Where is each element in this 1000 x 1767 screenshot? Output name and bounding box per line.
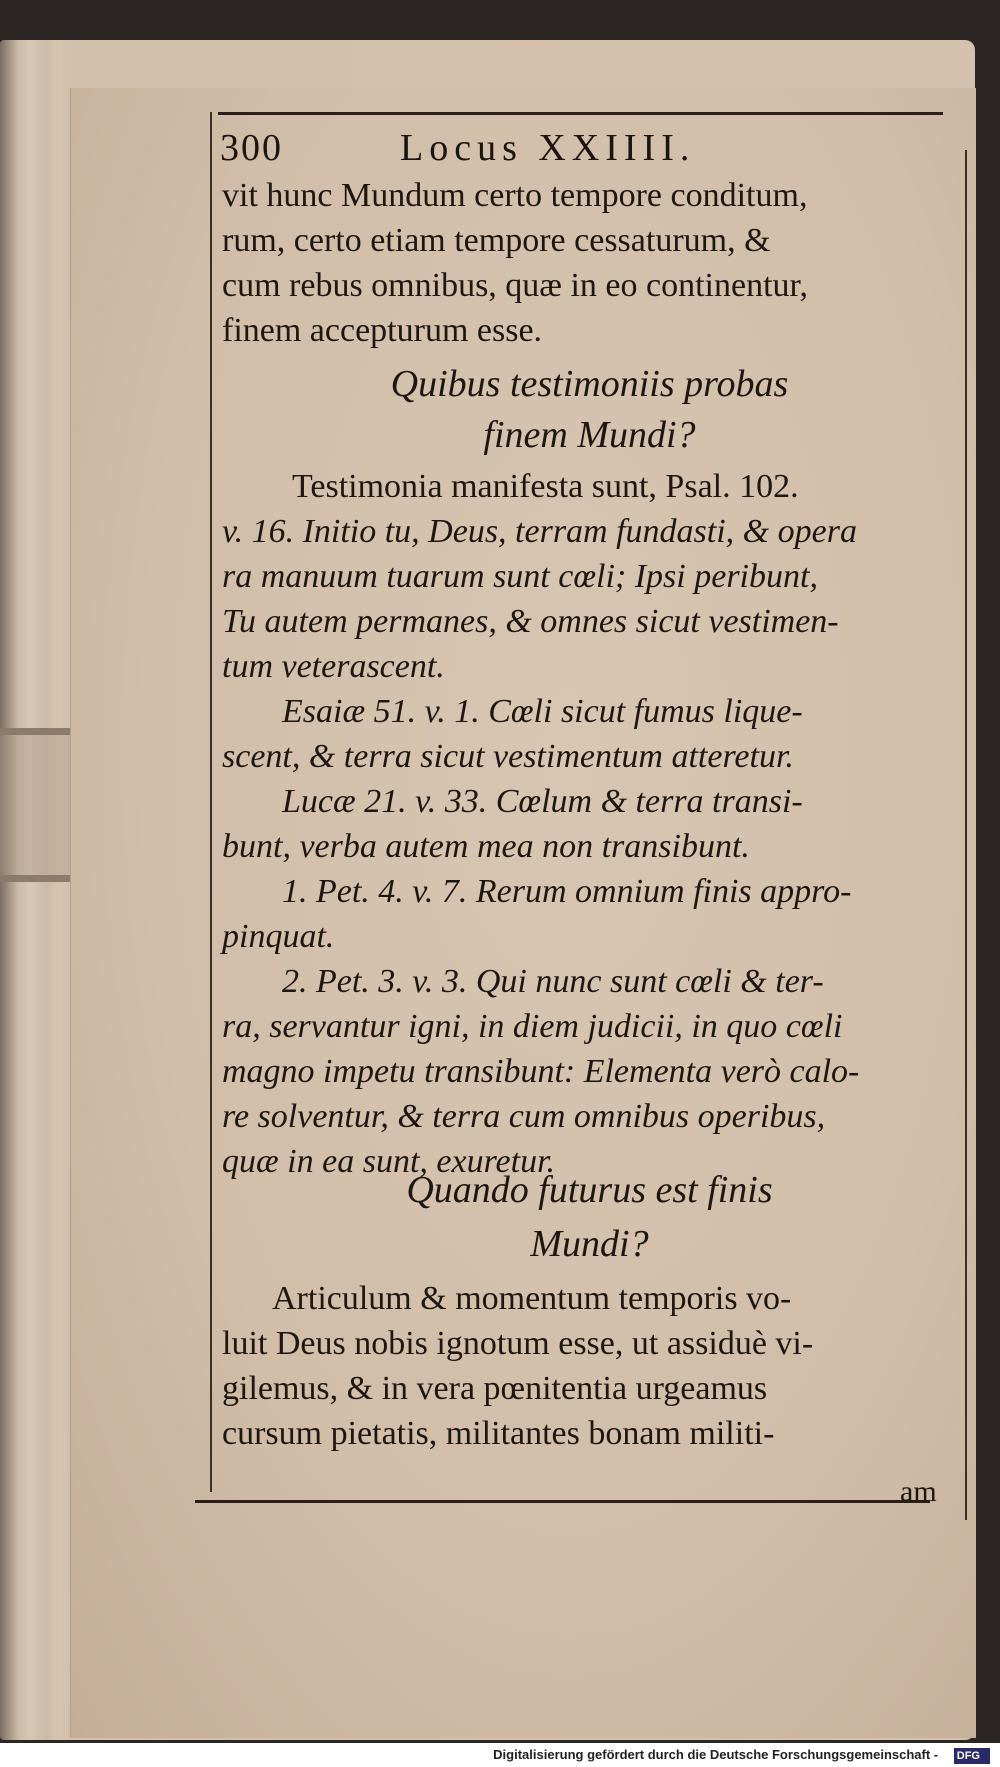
text-line: Tu autem permanes, & omnes sicut vestimen- <box>222 603 839 640</box>
digitization-credit <box>0 1743 1000 1767</box>
text-line: ra manuum tuarum sunt cœli; Ipsi peribunt, <box>222 558 818 595</box>
text-line: vit hunc Mundum certo tempore conditum, <box>222 177 808 214</box>
dfg-logo: DFG <box>954 1748 990 1764</box>
catchword: am <box>900 1475 937 1508</box>
text-line: luit Deus nobis ignotum esse, ut assiduè vi- <box>222 1325 814 1362</box>
text-line: quæ in ea sunt, exuretur. <box>222 1143 556 1180</box>
bottom-rule <box>195 1500 930 1503</box>
text-line: tum veterascent. <box>222 648 445 685</box>
section-heading: Mundi? <box>530 1223 649 1265</box>
text-line: Testimonia manifesta sunt, Psal. 102. <box>292 468 799 505</box>
header-rule <box>218 112 943 115</box>
text-line: Esaiæ 51. v. 1. Cœli sicut fumus lique- <box>282 693 803 730</box>
text-line: v. 16. Initio tu, Deus, terram fundasti, & opera <box>222 513 857 550</box>
running-title: Locus XXIIII. <box>400 127 696 169</box>
text-line: cursum pietatis, militantes bonam militi- <box>222 1415 775 1452</box>
text-line: Articulum & momentum temporis vo- <box>272 1280 792 1317</box>
text-line: finem accepturum esse. <box>222 312 543 349</box>
section-heading: Quando futurus est finis <box>406 1169 773 1211</box>
text-line: bunt, verba autem mea non transibunt. <box>222 828 750 865</box>
page-number: 300 <box>220 127 283 169</box>
text-line: re solventur, & terra cum omnibus operibus, <box>222 1098 826 1135</box>
text-line: rum, certo etiam tempore cessaturum, & <box>222 222 771 259</box>
text-line: 2. Pet. 3. v. 3. Qui nunc sunt cœli & ter- <box>282 963 824 1000</box>
text-line: scent, & terra sicut vestimentum atteretur. <box>222 738 794 775</box>
running-header <box>220 118 940 168</box>
section-heading: finem Mundi? <box>483 414 696 456</box>
text-line: magno impetu transibunt: Elementa verò calo- <box>222 1053 860 1090</box>
credit-text: Digitalisierung gefördert durch die Deutsche Forschungsgemeinschaft - <box>493 1747 939 1762</box>
section-heading: Quibus testimoniis probas <box>390 363 789 405</box>
text-line: ra, servantur igni, in diem judicii, in quo cœli <box>222 1008 843 1045</box>
text-line: pinquat. <box>222 918 335 955</box>
text-line: cum rebus omnibus, quæ in eo continentur, <box>222 267 809 304</box>
text-line: Lucæ 21. v. 33. Cœlum & terra transi- <box>282 783 803 820</box>
text-line: 1. Pet. 4. v. 7. Rerum omnium finis appro- <box>282 873 852 910</box>
left-margin-rule <box>210 112 212 1492</box>
text-line: gilemus, & in vera pœnitentia urgeamus <box>222 1370 768 1407</box>
